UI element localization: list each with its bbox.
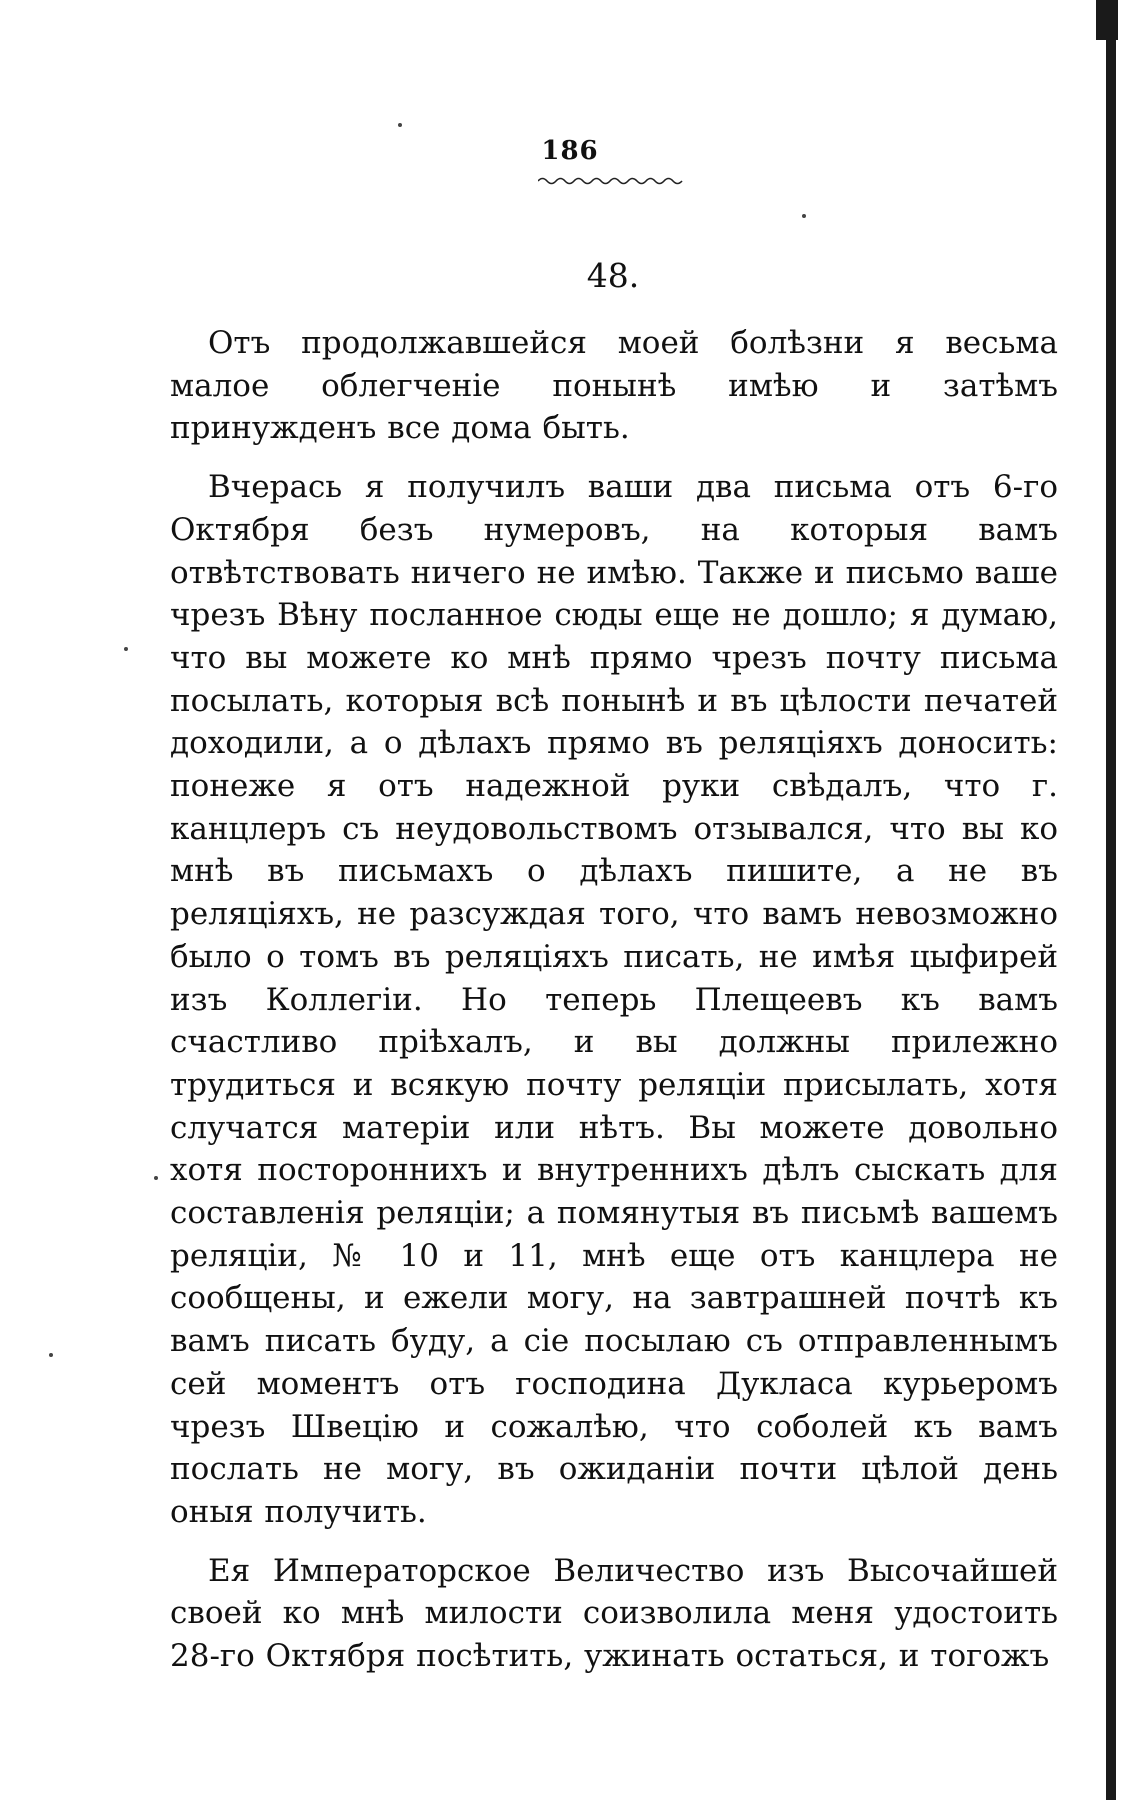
- paragraph-3: Ея Императорское Величество изъ Высочайшей своей ко мнѣ милости соизволила меня удостоить 28-го Октября посѣтить, ужинать остаться, и тогожъ: [170, 1552, 1058, 1675]
- page-number: 186: [541, 136, 599, 166]
- paragraph-1: Отъ продолжавшейся моей болѣзни я весьма малое облегченіе понынѣ имѣю и затѣмъ принужденъ все дома быть.: [170, 325, 1058, 447]
- print-speck: [802, 214, 806, 218]
- letter-number: 48.: [586, 256, 640, 295]
- print-speck: [49, 1353, 53, 1357]
- print-speck: [154, 1176, 158, 1180]
- paragraph-2: Вчерась я получилъ ваши два письма отъ 6-го Октября безъ нумеровъ, на которыя вамъ отвѣтствовать ничего не имѣю. Также и письмо ваше чрезъ Вѣну посланное сюды еще не дошло; я думаю, что вы можете ко мнѣ прямо чрезъ почту письма посылать, которыя всѣ понынѣ и въ цѣлости печатей доходили, а о дѣлахъ прямо въ реляціяхъ доносить: понеже я отъ надежной руки свѣдалъ, что г. канцлеръ съ неудовольствомъ отзывался, что вы ко мнѣ въ письмахъ о дѣлахъ пишите, а не въ реляціяхъ, не разсуждая того, что вамъ невозможно было о томъ въ реляціяхъ писать, не имѣя цыфирей изъ Коллегіи. Но теперь Плещеевъ къ вамъ счастливо пріѣхалъ, и вы должны прилежно трудиться и всякую почту реляціи присылать, хотя случатся матеріи или нѣтъ. Вы можете довольно хотя постороннихъ и внутреннихъ дѣлъ сыскать для составленія реляціи; а помянутыя въ письмѣ вашемъ реляціи, № 10 и 11, мнѣ еще отъ канцлера не сообщены, и ежели могу, на завтрашней почтѣ къ вамъ писать буду, а сіе посылаю съ отправленнымъ сей моментъ отъ господина Дукласа курьеромъ чрезъ Швецію и сожалѣю, что соболей къ вамъ послать не могу, въ ожиданіи почти цѣлой день оныя получить.: [170, 469, 1058, 1530]
- letter-body: [170, 322, 1058, 1694]
- print-speck: [398, 123, 402, 127]
- print-speck: [124, 647, 128, 651]
- wavy-rule-ornament: [538, 175, 684, 187]
